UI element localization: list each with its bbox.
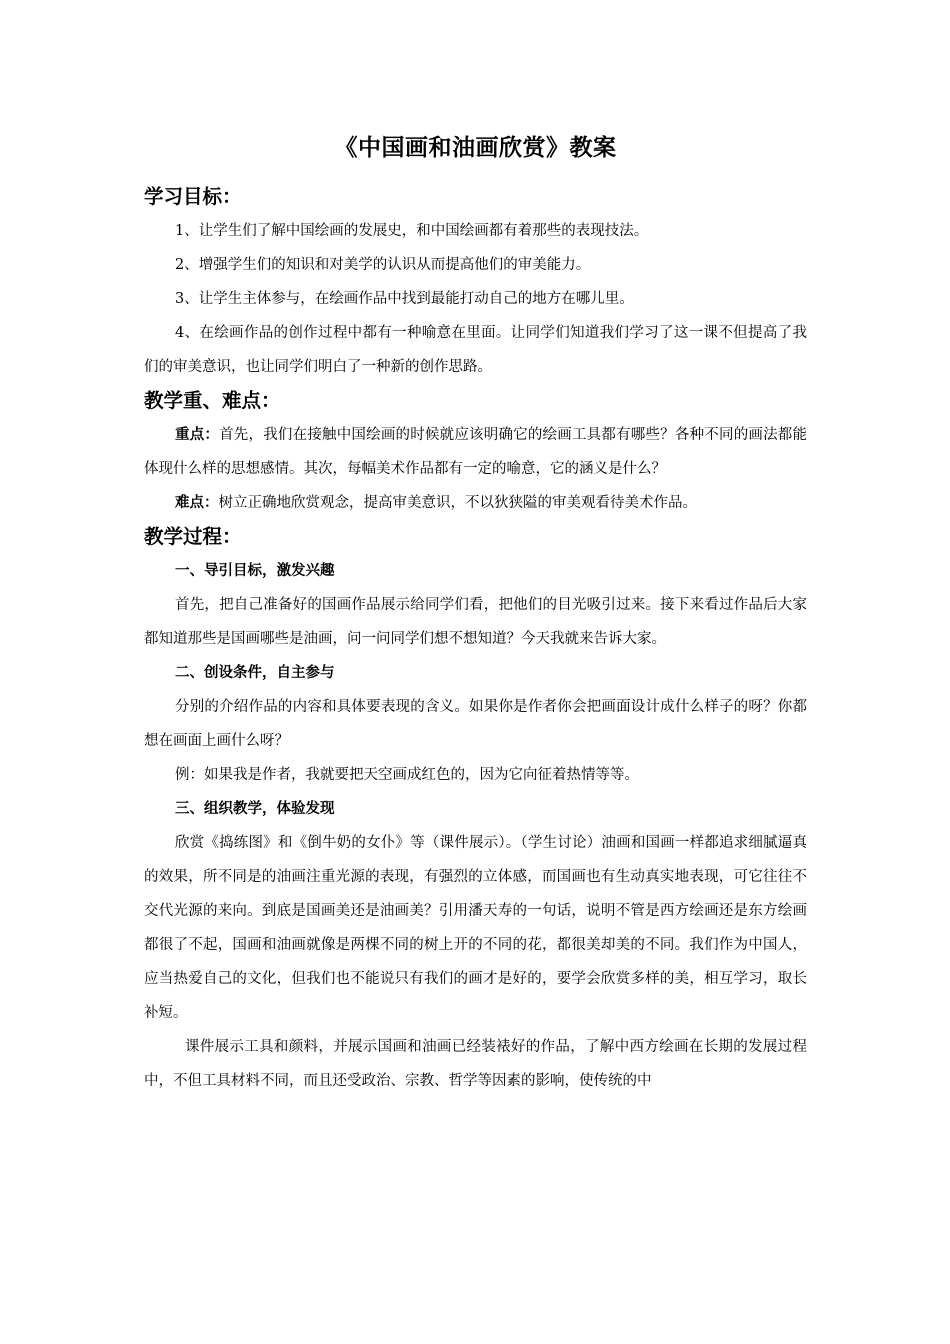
difficulty-text: 树立正确地欣赏观念，提高审美意识，不以狄狭隘的审美观看待美术作品。 [218,495,697,511]
document-page [144,130,807,1098]
objective-item: 3、让学生主体参与，在绘画作品中找到最能打动自己的地方在哪儿里。 [175,291,634,307]
process-heading: 教学过程： [144,525,242,548]
key-points-heading: 教学重、难点： [144,389,281,412]
step2-text: 分别的介绍作品的内容和具体要表现的含义。如果你是作者你会把画面设计成什么样子的呀？你都想在画面上画什么呀？ [144,699,807,749]
document-title: 《中国画和油画欣赏》教案 [334,135,617,161]
step3-text2: 课件展示工具和颜料，并展示国画和油画已经装裱好的作品，了解中西方绘画在长期的发展过程中，不但工具材料不同，而且还受政治、宗教、哲学等因素的影响，使传统的中 [144,1039,807,1089]
focus-paragraph [144,418,807,486]
step1-heading: 一、导引目标，激发兴趣 [175,563,335,579]
objectives-heading: 学习目标： [144,185,242,208]
step3-heading: 三、组织教学，体验发现 [175,801,335,817]
focus-label: 重点： [175,427,220,443]
objective-item: 2、增强学生们的知识和对美学的认识从而提高他们的审美能力。 [175,257,591,273]
step2-heading: 二、创设条件，自主参与 [175,665,335,681]
difficulty-paragraph [144,486,807,520]
objective-item: 1、让学生们了解中国绘画的发展史，和中国绘画都有着那些的表现技法。 [175,223,649,239]
step2-example: 例：如果我是作者，我就要把天空画成红色的，因为它向征着热情等等。 [175,767,639,783]
focus-text: 首先，我们在接触中国绘画的时候就应该明确它的绘画工具都有哪些？各种不同的画法都能体现什么样的思想感情。其次，每幅美术作品都有一定的喻意，它的涵义是什么？ [144,427,807,477]
difficulty-label: 难点： [175,495,219,511]
step1-text: 首先，把自己准备好的国画作品展示给同学们看，把他们的目光吸引过来。接下来看过作品后大家都知道那些是国画哪些是油画，问一问同学们想不想知道？今天我就来告诉大家。 [144,597,807,647]
step3-text: 欣赏《捣练图》和《倒牛奶的女仆》等（课件展示）。（学生讨论）油画和国画一样都追求细腻逼真的效果，所不同是的油画注重光源的表现，有强烈的立体感，而国画也有生动真实地表现，可它往往不交代光源的来向。到底是国画美还是油画美？引用潘天寿的一句话，说明不管是西方绘画还是东方绘画都很了不起，国画和油画就像是两棵不同的树上开的不同的花，都很美却美的不同。我们作为中国人，应当热爱自己的文化，但我们也不能说只有我们的画才是好的，要学会欣赏多样的美，相互学习，取长补短。 [144,835,807,1021]
objective-item: 4、在绘画作品的创作过程中都有一种喻意在里面。让同学们知道我们学习了这一课不但提高了我们的审美意识，也让同学们明白了一种新的创作思路。 [144,325,807,375]
